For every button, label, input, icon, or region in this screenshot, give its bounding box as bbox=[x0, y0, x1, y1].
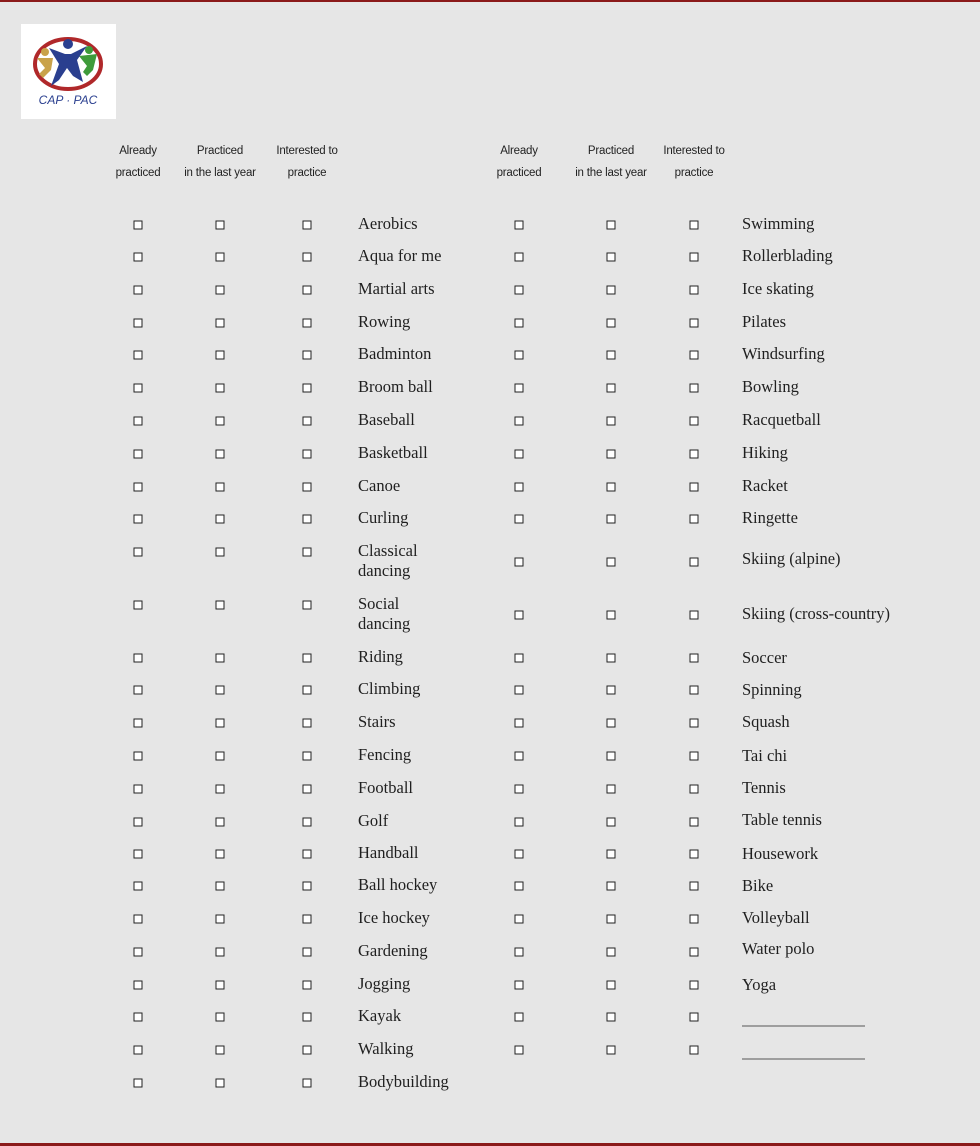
left-practiced-last-year-checkbox[interactable] bbox=[216, 1046, 225, 1055]
left-practiced-last-year-checkbox[interactable] bbox=[216, 319, 225, 328]
left-already-practiced-checkbox[interactable] bbox=[134, 654, 143, 663]
right-column-header-1 bbox=[497, 140, 542, 184]
left-already-practiced-checkbox[interactable] bbox=[134, 548, 143, 557]
left-practiced-last-year-checkbox[interactable] bbox=[216, 1013, 225, 1022]
right-already-practiced-checkbox[interactable] bbox=[515, 450, 524, 459]
left-practiced-last-year-checkbox[interactable] bbox=[216, 882, 225, 891]
activity-label: Basketball bbox=[358, 443, 428, 462]
activity-label: Swimming bbox=[742, 214, 815, 233]
right-interested-checkbox[interactable] bbox=[690, 611, 699, 620]
left-practiced-last-year-checkbox[interactable] bbox=[216, 850, 225, 859]
activity-label: Tennis bbox=[742, 778, 786, 797]
right-already-practiced-checkbox[interactable] bbox=[515, 515, 524, 524]
activity-label: Stairs bbox=[358, 712, 396, 731]
header-line: Already bbox=[500, 145, 538, 157]
svg-text:CAP · PAC: CAP · PAC bbox=[38, 93, 98, 107]
right-already-practiced-checkbox[interactable] bbox=[515, 719, 524, 728]
activity-label: Windsurfing bbox=[742, 344, 825, 363]
left-already-practiced-checkbox[interactable] bbox=[134, 1013, 143, 1022]
activity-label: Soccer bbox=[742, 648, 787, 667]
left-interested-checkbox[interactable] bbox=[303, 1046, 312, 1055]
right-interested-checkbox[interactable] bbox=[690, 818, 699, 827]
activity-label: Ice hockey bbox=[358, 908, 430, 927]
left-interested-checkbox[interactable] bbox=[303, 515, 312, 524]
right-interested-checkbox[interactable] bbox=[690, 417, 699, 426]
cap-pac-logo bbox=[21, 24, 116, 119]
right-already-practiced-checkbox[interactable] bbox=[515, 286, 524, 295]
right-practiced-last-year-checkbox[interactable] bbox=[607, 686, 616, 695]
top-border bbox=[0, 0, 980, 2]
right-interested-checkbox[interactable] bbox=[690, 948, 699, 957]
right-practiced-last-year-checkbox[interactable] bbox=[607, 450, 616, 459]
left-interested-checkbox[interactable] bbox=[303, 483, 312, 492]
left-already-practiced-checkbox[interactable] bbox=[134, 882, 143, 891]
activity-label: Canoe bbox=[358, 476, 401, 495]
right-already-practiced-checkbox[interactable] bbox=[515, 654, 524, 663]
right-interested-checkbox[interactable] bbox=[690, 850, 699, 859]
left-practiced-last-year-checkbox[interactable] bbox=[216, 515, 225, 524]
activity-label: Bodybuilding bbox=[358, 1072, 449, 1091]
right-already-practiced-checkbox[interactable] bbox=[515, 1013, 524, 1022]
right-already-practiced-checkbox[interactable] bbox=[515, 253, 524, 262]
left-interested-checkbox[interactable] bbox=[303, 548, 312, 557]
left-already-practiced-checkbox[interactable] bbox=[134, 450, 143, 459]
right-already-practiced-checkbox[interactable] bbox=[515, 686, 524, 695]
activity-label: Badminton bbox=[358, 344, 432, 363]
activity-label: Aqua for me bbox=[358, 246, 442, 265]
right-already-practiced-checkbox[interactable] bbox=[515, 850, 524, 859]
left-column-header-2 bbox=[184, 140, 256, 184]
right-interested-checkbox[interactable] bbox=[690, 351, 699, 360]
right-interested-checkbox[interactable] bbox=[690, 1046, 699, 1055]
left-practiced-last-year-checkbox[interactable] bbox=[216, 654, 225, 663]
right-already-practiced-checkbox[interactable] bbox=[515, 818, 524, 827]
activity-label: Racket bbox=[742, 476, 788, 495]
other-activity-blank-line[interactable] bbox=[742, 1026, 865, 1027]
activity-label: Ringette bbox=[742, 508, 798, 527]
left-already-practiced-checkbox[interactable] bbox=[134, 483, 143, 492]
left-interested-checkbox[interactable] bbox=[303, 818, 312, 827]
left-practiced-last-year-checkbox[interactable] bbox=[216, 221, 225, 230]
right-practiced-last-year-checkbox[interactable] bbox=[607, 384, 616, 393]
left-already-practiced-checkbox[interactable] bbox=[134, 818, 143, 827]
activity-label: Pilates bbox=[742, 312, 786, 331]
right-already-practiced-checkbox[interactable] bbox=[515, 611, 524, 620]
right-interested-checkbox[interactable] bbox=[690, 450, 699, 459]
left-practiced-last-year-checkbox[interactable] bbox=[216, 785, 225, 794]
left-already-practiced-checkbox[interactable] bbox=[134, 253, 143, 262]
left-already-practiced-checkbox[interactable] bbox=[134, 384, 143, 393]
left-practiced-last-year-checkbox[interactable] bbox=[216, 686, 225, 695]
activity-label: Racquetball bbox=[742, 410, 821, 429]
activity-label: Bowling bbox=[742, 377, 799, 396]
header-line: practice bbox=[674, 167, 714, 179]
activity-label: Walking bbox=[358, 1039, 414, 1058]
left-already-practiced-checkbox[interactable] bbox=[134, 785, 143, 794]
activity-label: Hiking bbox=[742, 443, 788, 462]
left-practiced-last-year-checkbox[interactable] bbox=[216, 752, 225, 761]
right-already-practiced-checkbox[interactable] bbox=[515, 351, 524, 360]
right-already-practiced-checkbox[interactable] bbox=[515, 221, 524, 230]
header-line: Interested to bbox=[276, 145, 338, 157]
left-practiced-last-year-checkbox[interactable] bbox=[216, 601, 225, 610]
left-practiced-last-year-checkbox[interactable] bbox=[216, 1079, 225, 1088]
header-line: practice bbox=[287, 167, 327, 179]
right-practiced-last-year-checkbox[interactable] bbox=[607, 981, 616, 990]
activity-label: Football bbox=[358, 778, 414, 797]
left-already-practiced-checkbox[interactable] bbox=[134, 686, 143, 695]
left-already-practiced-checkbox[interactable] bbox=[134, 417, 143, 426]
right-interested-checkbox[interactable] bbox=[690, 719, 699, 728]
left-already-practiced-checkbox[interactable] bbox=[134, 351, 143, 360]
activity-label: Golf bbox=[358, 811, 389, 830]
activity-label: Fencing bbox=[358, 745, 412, 764]
left-already-practiced-checkbox[interactable] bbox=[134, 915, 143, 924]
left-interested-checkbox[interactable] bbox=[303, 384, 312, 393]
right-interested-checkbox[interactable] bbox=[690, 654, 699, 663]
right-practiced-last-year-checkbox[interactable] bbox=[607, 483, 616, 492]
right-practiced-last-year-checkbox[interactable] bbox=[607, 351, 616, 360]
left-practiced-last-year-checkbox[interactable] bbox=[216, 253, 225, 262]
left-already-practiced-checkbox[interactable] bbox=[134, 515, 143, 524]
other-activity-blank-line[interactable] bbox=[742, 1059, 865, 1060]
right-interested-checkbox[interactable] bbox=[690, 882, 699, 891]
activity-label: Climbing bbox=[358, 679, 421, 698]
left-interested-checkbox[interactable] bbox=[303, 286, 312, 295]
right-practiced-last-year-checkbox[interactable] bbox=[607, 221, 616, 230]
right-interested-checkbox[interactable] bbox=[690, 686, 699, 695]
left-practiced-last-year-checkbox[interactable] bbox=[216, 719, 225, 728]
right-interested-checkbox[interactable] bbox=[690, 253, 699, 262]
activity-label: Kayak bbox=[358, 1006, 402, 1025]
activity-label: Rollerblading bbox=[742, 246, 833, 265]
activity-label: Riding bbox=[358, 647, 403, 666]
left-practiced-last-year-checkbox[interactable] bbox=[216, 915, 225, 924]
activity-label: Broom ball bbox=[358, 377, 433, 396]
activity-label: Tai chi bbox=[742, 746, 788, 765]
left-interested-checkbox[interactable] bbox=[303, 850, 312, 859]
right-interested-checkbox[interactable] bbox=[690, 286, 699, 295]
left-column-header-1 bbox=[116, 140, 161, 184]
right-already-practiced-checkbox[interactable] bbox=[515, 785, 524, 794]
right-interested-checkbox[interactable] bbox=[690, 558, 699, 567]
activity-label: Baseball bbox=[358, 410, 415, 429]
left-practiced-last-year-checkbox[interactable] bbox=[216, 948, 225, 957]
right-interested-checkbox[interactable] bbox=[690, 319, 699, 328]
left-already-practiced-checkbox[interactable] bbox=[134, 752, 143, 761]
right-practiced-last-year-checkbox[interactable] bbox=[607, 882, 616, 891]
activity-label: Classical dancing bbox=[358, 541, 418, 580]
left-interested-checkbox[interactable] bbox=[303, 351, 312, 360]
right-practiced-last-year-checkbox[interactable] bbox=[607, 1013, 616, 1022]
left-interested-checkbox[interactable] bbox=[303, 319, 312, 328]
right-already-practiced-checkbox[interactable] bbox=[515, 417, 524, 426]
right-already-practiced-checkbox[interactable] bbox=[515, 752, 524, 761]
header-line: practiced bbox=[496, 167, 542, 179]
right-already-practiced-checkbox[interactable] bbox=[515, 483, 524, 492]
activity-label: Gardening bbox=[358, 941, 428, 960]
right-practiced-last-year-checkbox[interactable] bbox=[607, 319, 616, 328]
right-column-header-2 bbox=[575, 140, 647, 184]
activity-label: Bike bbox=[742, 876, 774, 895]
left-already-practiced-checkbox[interactable] bbox=[134, 1079, 143, 1088]
left-interested-checkbox[interactable] bbox=[303, 1013, 312, 1022]
right-already-practiced-checkbox[interactable] bbox=[515, 948, 524, 957]
left-interested-checkbox[interactable] bbox=[303, 686, 312, 695]
right-interested-checkbox[interactable] bbox=[690, 515, 699, 524]
activity-label: Water polo bbox=[742, 939, 815, 958]
left-practiced-last-year-checkbox[interactable] bbox=[216, 351, 225, 360]
activity-label: Ice skating bbox=[742, 279, 814, 298]
header-line: in the last year bbox=[184, 167, 256, 179]
right-practiced-last-year-checkbox[interactable] bbox=[607, 1046, 616, 1055]
left-practiced-last-year-checkbox[interactable] bbox=[216, 286, 225, 295]
activity-label: Volleyball bbox=[742, 908, 810, 927]
header-line: in the last year bbox=[575, 167, 647, 179]
activity-label: Ball hockey bbox=[358, 875, 438, 894]
left-practiced-last-year-checkbox[interactable] bbox=[216, 483, 225, 492]
activity-label: Skiing (alpine) bbox=[742, 549, 841, 568]
right-interested-checkbox[interactable] bbox=[690, 221, 699, 230]
right-practiced-last-year-checkbox[interactable] bbox=[607, 752, 616, 761]
left-already-practiced-checkbox[interactable] bbox=[134, 948, 143, 957]
right-practiced-last-year-checkbox[interactable] bbox=[607, 286, 616, 295]
left-already-practiced-checkbox[interactable] bbox=[134, 601, 143, 610]
left-practiced-last-year-checkbox[interactable] bbox=[216, 981, 225, 990]
activity-label: Spinning bbox=[742, 680, 802, 699]
left-interested-checkbox[interactable] bbox=[303, 221, 312, 230]
left-already-practiced-checkbox[interactable] bbox=[134, 319, 143, 328]
right-already-practiced-checkbox[interactable] bbox=[515, 1046, 524, 1055]
right-practiced-last-year-checkbox[interactable] bbox=[607, 785, 616, 794]
right-practiced-last-year-checkbox[interactable] bbox=[607, 948, 616, 957]
header-line: practiced bbox=[115, 167, 161, 179]
right-interested-checkbox[interactable] bbox=[690, 483, 699, 492]
activity-label: Jogging bbox=[358, 974, 411, 993]
header-line: Interested to bbox=[663, 145, 725, 157]
left-interested-checkbox[interactable] bbox=[303, 1079, 312, 1088]
activity-label: Housework bbox=[742, 844, 819, 863]
right-column-header-3 bbox=[663, 140, 724, 184]
activity-label: Martial arts bbox=[358, 279, 435, 298]
right-practiced-last-year-checkbox[interactable] bbox=[607, 654, 616, 663]
left-interested-checkbox[interactable] bbox=[303, 654, 312, 663]
left-already-practiced-checkbox[interactable] bbox=[134, 1046, 143, 1055]
right-interested-checkbox[interactable] bbox=[690, 1013, 699, 1022]
activity-label: Squash bbox=[742, 712, 790, 731]
left-interested-checkbox[interactable] bbox=[303, 752, 312, 761]
header-line: Practiced bbox=[587, 145, 635, 157]
right-practiced-last-year-checkbox[interactable] bbox=[607, 558, 616, 567]
left-interested-checkbox[interactable] bbox=[303, 915, 312, 924]
right-already-practiced-checkbox[interactable] bbox=[515, 915, 524, 924]
activity-label: Table tennis bbox=[742, 810, 822, 829]
right-practiced-last-year-checkbox[interactable] bbox=[607, 719, 616, 728]
left-interested-checkbox[interactable] bbox=[303, 601, 312, 610]
activity-label: Aerobics bbox=[358, 214, 418, 233]
right-already-practiced-checkbox[interactable] bbox=[515, 981, 524, 990]
left-already-practiced-checkbox[interactable] bbox=[134, 850, 143, 859]
left-practiced-last-year-checkbox[interactable] bbox=[216, 450, 225, 459]
right-already-practiced-checkbox[interactable] bbox=[515, 384, 524, 393]
right-interested-checkbox[interactable] bbox=[690, 785, 699, 794]
right-practiced-last-year-checkbox[interactable] bbox=[607, 253, 616, 262]
header-line: Practiced bbox=[196, 145, 244, 157]
activity-label: Curling bbox=[358, 508, 409, 527]
activity-label: Social dancing bbox=[358, 594, 411, 633]
right-practiced-last-year-checkbox[interactable] bbox=[607, 850, 616, 859]
right-already-practiced-checkbox[interactable] bbox=[515, 319, 524, 328]
right-interested-checkbox[interactable] bbox=[690, 915, 699, 924]
left-practiced-last-year-checkbox[interactable] bbox=[216, 548, 225, 557]
left-practiced-last-year-checkbox[interactable] bbox=[216, 417, 225, 426]
left-already-practiced-checkbox[interactable] bbox=[134, 719, 143, 728]
right-already-practiced-checkbox[interactable] bbox=[515, 558, 524, 567]
left-already-practiced-checkbox[interactable] bbox=[134, 221, 143, 230]
right-practiced-last-year-checkbox[interactable] bbox=[607, 611, 616, 620]
activity-label: Skiing (cross-country) bbox=[742, 604, 891, 623]
right-practiced-last-year-checkbox[interactable] bbox=[607, 915, 616, 924]
left-column-header-3 bbox=[276, 140, 337, 184]
left-already-practiced-checkbox[interactable] bbox=[134, 981, 143, 990]
left-interested-checkbox[interactable] bbox=[303, 417, 312, 426]
right-practiced-last-year-checkbox[interactable] bbox=[607, 417, 616, 426]
activity-label: Handball bbox=[358, 843, 419, 862]
right-practiced-last-year-checkbox[interactable] bbox=[607, 818, 616, 827]
left-interested-checkbox[interactable] bbox=[303, 882, 312, 891]
left-practiced-last-year-checkbox[interactable] bbox=[216, 818, 225, 827]
left-already-practiced-checkbox[interactable] bbox=[134, 286, 143, 295]
right-practiced-last-year-checkbox[interactable] bbox=[607, 515, 616, 524]
activity-label: Rowing bbox=[358, 312, 411, 331]
left-interested-checkbox[interactable] bbox=[303, 981, 312, 990]
left-interested-checkbox[interactable] bbox=[303, 785, 312, 794]
right-interested-checkbox[interactable] bbox=[690, 752, 699, 761]
header-line: Already bbox=[119, 145, 157, 157]
right-interested-checkbox[interactable] bbox=[690, 981, 699, 990]
right-already-practiced-checkbox[interactable] bbox=[515, 882, 524, 891]
left-interested-checkbox[interactable] bbox=[303, 253, 312, 262]
left-interested-checkbox[interactable] bbox=[303, 450, 312, 459]
left-practiced-last-year-checkbox[interactable] bbox=[216, 384, 225, 393]
left-interested-checkbox[interactable] bbox=[303, 719, 312, 728]
activity-label: Yoga bbox=[742, 975, 777, 994]
right-interested-checkbox[interactable] bbox=[690, 384, 699, 393]
left-interested-checkbox[interactable] bbox=[303, 948, 312, 957]
